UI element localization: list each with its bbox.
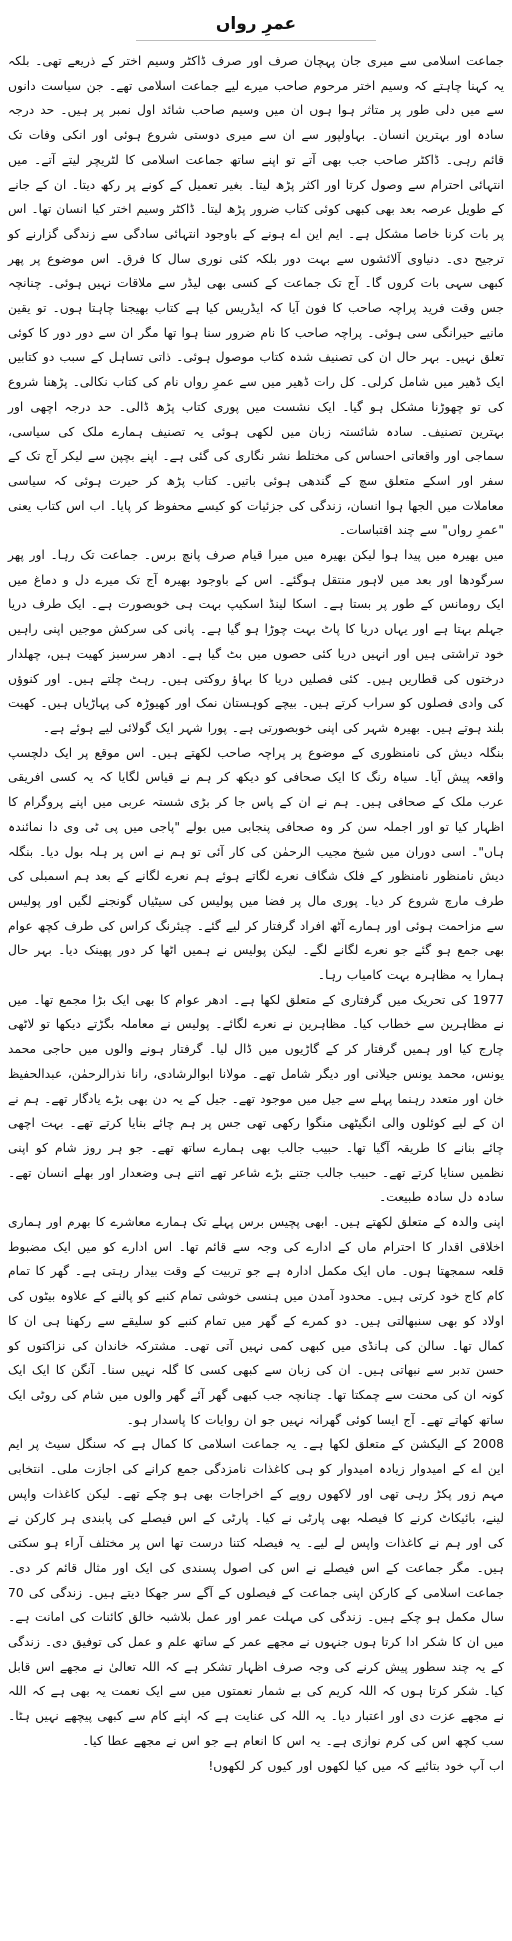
paragraph-6: 2008 کے الیکشن کے متعلق لکھا ہے۔ یہ جماعت اسلامی کا کمال ہے کہ سنگل سیٹ پر ایم این اے کے امیدوار زیادہ امیدوار کو ہی کاغذات نامزدگی جمع کرانے کی اجازت ملی۔ انتخابی مہم زور پکڑ رہی تھی اور لاکھوں روپے کے اخراجات بھی ہو چکے تھے۔ لیکن کاغذات واپس لینے، بائیکاٹ کرنے کا فیصلہ بھی پارٹی نے کیا۔ پارٹی کے اس فیصلے کی پابندی ہر کارکن نے کی اور ہم نے کاغذات واپس لے لیے۔ یہ فیصلہ کتنا درست تھا اس پر مختلف آراء ہو سکتی ہیں۔ مگر جماعت کے اس فیصلے نے اس کی اصول پسندی کی ایک اور مثال قائم کر دی۔ جماعت اسلامی کے کارکن اپنی جماعت کے فیصلوں کے آگے سر جھکا دیتے ہیں۔ زندگی کی 70 سال مکمل ہو چکے ہیں۔ زندگی کی مہلت عمر اور عمل بلاشبہ خالق کائنات کی امانت ہے۔ میں ان کا شکر ادا کرتا ہوں جنہوں نے مجھے عمر کے ساتھ علم و عمل کی توفیق دی۔ زندگی کے یہ چند سطور پیش کرنے کی وجہ صرف اظہار تشکر ہے کہ اللہ تعالیٰ نے مجھے اس قابل کیا۔ شکر کرتا ہوں کہ اللہ کریم کی بے شمار نعمتوں میں سے ایک نعمت یہ بھی ہے کہ اللہ نے مجھے عزت دی اور اعتبار دیا۔ یہ اللہ کی عنایت ہے کہ اپنے کام سے کبھی پیچھے نہیں ہٹا۔ سب کچھ اس کی کرم نوازی ہے۔ یہ اس کا انعام ہے جو اس نے مجھے عطا کیا۔ bbox=[8, 1437, 504, 1748]
article-title: عمرِ رواں bbox=[215, 14, 297, 34]
paragraph-7: اب آپ خود بتائیے کہ میں کیا لکھوں اور کیوں کر لکھوں! bbox=[208, 1758, 504, 1773]
paragraph-1: جماعت اسلامی سے میری جان پہچان صرف اور صرف ڈاکٹر وسیم اختر کے ذریعے تھی۔ بلکہ یہ کہنا چاہتے کہ وسیم اختر مرحوم صاحب میرے لیے جماعت اسلامی تھے۔ جن سیاست دانوں سے میں دلی طور پر متاثر ہوا ہوں ان میں وسیم صاحب شائد اول نمبر پر ہیں۔ حد درجہ سادہ اور بہترین انسان۔ بہاولپور سے ان سے میری دوستی شروع ہوئی اور انکی وفات تک قائم رہی۔ ڈاکٹر صاحب جب بھی آتے تو اپنے ساتھ جماعت اسلامی کا لٹریچر لیتے آتے۔ میں انتہائی احترام سے وصول کرتا اور اکثر پڑھ لیتا۔ بغیر تعمیل کے کونے پر رکھ دیتا۔ ان کے جانے کے طویل عرصہ بعد بھی کبھی کوئی کتاب ضرور پڑھ لیتا۔ ڈاکٹر وسیم اختر کیا انسان تھا۔ اس پر بات کرنا خاصا مشکل ہے۔ ایم این اے ہونے کے باوجود انتہائی سادگی سے زندگی گزارنے کو ترجیح دی۔ دنیاوی آلائشوں سے بہت دور بلکہ کئی نوری سال کا فرق۔ اس موضوع پر پھر کبھی سہی بات کروں گا۔ آج تک جماعت کے کسی بھی لیڈر سے ملاقات نہیں ہوئی۔ چنانچہ جس وقت فرید پراچہ صاحب کا فون آیا کہ ایڈریس کیا ہے کتاب بھیجنا چاہتا ہوں۔ تو یقین مانیے حیرانگی سی ہوئی۔ پراچہ صاحب کا نام ضرور سنا ہوا تھا مگر ان سے دور دور کا کوئی تعلق نہیں۔ بہر حال ان کی تصنیف شدہ کتاب موصول ہوئی۔ ذاتی تساہل کے سبب دو کتابیں ایک ڈھیر میں شامل کرلی۔ کل رات ڈھیر میں سے عمرِ رواں نام کی کتاب نکالی۔ پڑھنا شروع کی تو چھوڑنا مشکل ہو گیا۔ ایک نشست میں پوری کتاب پڑھ ڈالی۔ حد درجہ اچھی اور بہترین تصنیف۔ سادہ شائستہ زبان میں لکھی ہوئی یہ تصنیف ہمارے ملک کی سیاسی، سماجی اور واقعاتی احساس کی مختلط نشر نگاری کی گئی ہے۔ اپنے بچپن سے لیکر آج تک کے سفر اور اسکے متعلق سچ کے گندھی ہوئی باتیں۔ کتاب پڑھ کر حیرت ہوئی کہ سیاسی معاملات میں الجھا ہوا انسان، زندگی کی جزئیات کو کیسے محفوظ کر پایا۔ اب اس کتاب یعنی "عمرِ رواں" سے چند اقتباسات۔ bbox=[8, 54, 504, 538]
title-underline bbox=[136, 40, 376, 41]
article-body bbox=[8, 49, 504, 1778]
paragraph-4: 1977 کی تحریک میں گرفتاری کے متعلق لکھا ہے۔ ادھر عوام کا بھی ایک بڑا مجمع تھا۔ میں نے مظاہرین سے خطاب کیا۔ مظاہرین نے نعرے لگائے۔ پولیس نے معاملہ بگڑتے دیکھا تو لاٹھی چارج کیا اور ہمیں گرفتار کر کے گاڑیوں میں ڈال لیا۔ گرفتار ہونے والوں میں حاجی محمد یونس، محمد یونس جیلانی اور دیگر شامل تھے۔ مولانا ابوالرشادی، رانا نذرالرحمٰن، عبدالحفیظ خان اور متعدد رہنما پہلے سے جیل میں موجود تھے۔ جیل کے یہ دن بھی بڑے یادگار تھے۔ ہم نے ان کے لیے کوئلوں والی انگیٹھی منگوا رکھی تھی جس پر ہم چائے بنایا کرتے تھے۔ بہت اچھی چائے بنانے کا طریقہ آگیا تھا۔ حبیب جالب بھی ہمارے ساتھ تھے۔ جو ہر روز شام کو اپنی نظمیں سنایا کرتے تھے۔ حبیب جالب جتنے بڑے شاعر تھے اتنے ہی وضعدار اور بھلے انسان تھے۔ سادہ دل سادہ طبیعت۔ bbox=[8, 992, 504, 1205]
paragraph-2: میں بھیرہ میں پیدا ہوا لیکن بھیرہ میں میرا قیام صرف پانچ برس۔ جماعت تک رہا۔ اور پھر سرگودھا اور بعد میں لاہور منتقل ہوگئے۔ اس کے باوجود بھیرہ آج تک میرے دل و دماغ میں ایک رومانس کے طور پر بستا ہے۔ اسکا لینڈ اسکیپ بہت ہی خوبصورت ہے۔ ایک طرف دریا جہلم بہتا ہے اور یہاں دریا کا پاٹ بہت چوڑا ہو گیا ہے۔ پانی کی سرکش موجیں اپنی راہیں خود تراشتی ہیں اور انہیں دریا کئی حصوں میں بٹ گیا ہے۔ ادھر سرسبز کھیت ہیں، چھلدار درختوں کی قطاریں ہیں۔ کئی فصلیں دریا کا بہاؤ روکتی ہیں۔ رہٹ چلتے ہیں۔ اور کنوؤں کی وادی فصلوں کو سراب کرتے ہیں۔ بیچے کوہستان نمک اور کھیوڑہ کی پہاڑیاں ہیں۔ کھیت بلند ہوتے ہیں۔ بھیرہ شہر کی اپنی خوبصورتی ہے۔ پورا شہر ایک گولائی لیے ہوئے ہے۔ bbox=[8, 548, 504, 735]
paragraph-5: اپنی والدہ کے متعلق لکھتے ہیں۔ ابھی پچیس برس پہلے تک ہمارے معاشرے کا بھرم اور ہماری اخلاقی اقدار کا احترام ماں کے ادارے کی وجہ سے قائم تھا۔ اس ادارے کو میں ایک مضبوط قلعہ سمجھتا ہوں۔ ماں ایک مکمل ادارہ ہے جو تربیت کے وقت بیدار رہتی ہے۔ گھر کا تمام کام کاج خود کرتی ہیں۔ محدود آمدن میں ہنسی خوشی تمام کنبے کو پالنے کے علاوہ بیٹوں کی اولاد کو بھی سنبھالتی ہیں۔ دو کمرے کے گھر میں تمام کنبے کو سلیقے سے رکھنا ہی ان کا کمال تھا۔ سالن کی ہانڈی میں کبھی کمی نہیں آتی تھی۔ مشترکہ خاندان کی نزاکتوں کو حسن تدبر سے نبھاتی ہیں۔ ان کی زبان سے کبھی کسی کا گلہ نہیں سنا۔ آنگن کا ایک ایک کونہ ان کی محنت سے چمکتا تھا۔ چنانچہ جب کبھی گھر آئے گھر والوں میں شام کی روٹی ایک ساتھ کھاتے تھے۔ آج ایسا کوئی گھرانہ نہیں جو ان روایات کا پاسدار ہو۔ bbox=[8, 1215, 504, 1427]
paragraph-3: بنگلہ دیش کی نامنظوری کے موضوع پر پراچہ صاحب لکھتے ہیں۔ اس موقع پر ایک دلچسپ واقعہ پیش آیا۔ سیاہ رنگ کا ایک صحافی کو دیکھ کر ہم نے قیاس لگایا کہ یہ کسی افریقی عرب ملک کے صحافی ہیں۔ ہم نے ان کے پاس جا کر بڑی شستہ عربی میں اپنے پروگرام کا اظہار کیا تو اور اجملہ سن کر وہ صحافی پنجابی میں بولے "پاجی میں پی ٹی وی دا نمائندہ ہاں"۔ اسی دوران میں شیخ مجیب الرحمٰن کی کار آئی تو ہم نے اس پر ہلہ بول دیا۔ بنگلہ دیش نامنظور نامنظور کے فلک شگاف نعرے لگاتے ہوئے ہم نعرے لگانے کے بعد ہم اسمبلی کی طرف مارچ شروع کر دیا۔ پوری مال پر فضا میں پولیس کی سیٹیاں گونجنے لگیں اور پولیس سے مزاحمت ہوئی اور ہمارے آٹھ افراد گرفتار کر لیے گئے۔ چیئرنگ کراس کی طرف کچھ عوام بھی جمع ہو گئے جو نعرے لگانے لگے۔ لیکن پولیس نے ہمیں اٹھا کر دور پھینک دیا۔ بہر حال ہمارا یہ مظاہرہ بہت کامیاب رہا۔ bbox=[8, 745, 504, 983]
